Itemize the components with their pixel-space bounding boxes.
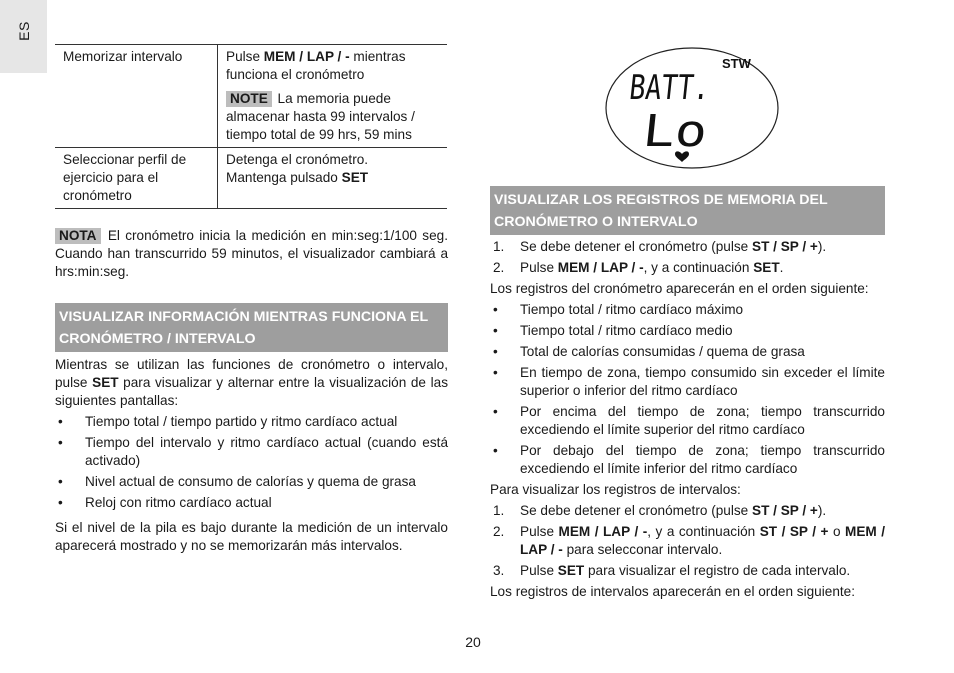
intervals-outro: Los registros de intervalos aparecerán en el orden siguiente: bbox=[490, 584, 855, 599]
left-column bbox=[55, 44, 448, 555]
list-item bbox=[490, 259, 885, 277]
nota-text: El cronómetro inicia la medición en min:seg:1/100 seg. Cuando han transcurrido 59 minutos, el visualizador cambiará a hrs:min:seg. bbox=[55, 228, 448, 279]
text: Se debe detener el cronómetro (pulse bbox=[520, 239, 752, 254]
stw-indicator: STW bbox=[722, 56, 751, 71]
text: ). bbox=[817, 239, 827, 254]
step-number: 2. bbox=[493, 260, 505, 275]
table-cell-function: Seleccionar perfil de ejercicio para el cronómetro bbox=[55, 148, 218, 209]
steps-list bbox=[490, 238, 885, 277]
list-item: • Tiempo total / ritmo cardíaco máximo bbox=[493, 302, 744, 317]
steps-list bbox=[490, 502, 885, 580]
list-item bbox=[490, 238, 885, 256]
section-intro bbox=[55, 356, 448, 410]
list-item: • Total de calorías consumidas / quema de grasa bbox=[493, 344, 805, 359]
table-row bbox=[55, 148, 447, 209]
text: Mientras se utilizan las funciones de cronómetro o intervalo, pulse bbox=[55, 357, 448, 390]
lo-text: Lo bbox=[640, 106, 699, 157]
text: , y a continuación bbox=[643, 260, 754, 275]
list-item-text: Por encima del tiempo de zona; tiempo transcurrido excediendo el límite superior del ritmo cardíaco bbox=[520, 404, 885, 437]
text: . bbox=[779, 260, 784, 275]
list-item: • Nivel actual de consumo de calorías y quema de grasa bbox=[58, 474, 416, 489]
list-item-text: Tiempo total / ritmo cardíaco medio bbox=[520, 323, 733, 338]
watch-display-illustration bbox=[604, 46, 780, 170]
step-number: 1. bbox=[493, 239, 505, 254]
key-label: ST / SP / + bbox=[752, 239, 818, 254]
key-label: MEM / LAP / - bbox=[557, 260, 644, 275]
operations-table bbox=[55, 44, 447, 209]
key-label: SET bbox=[92, 375, 119, 390]
operation-text bbox=[226, 169, 445, 187]
list-item: • Tiempo total / ritmo cardíaco medio bbox=[493, 323, 733, 338]
list-item-text: Tiempo total / tiempo partido y ritmo cardíaco actual bbox=[85, 414, 398, 429]
list-item: • Por debajo del tiempo de zona; tiempo transcurrido excediendo el límite inferior del ritmo cardíaco bbox=[493, 443, 885, 476]
key-label: MEM / LAP / - bbox=[558, 524, 648, 539]
nota-tag: NOTA bbox=[55, 228, 101, 244]
text: mientras funciona el cronómetro bbox=[226, 49, 406, 82]
table-note bbox=[226, 90, 445, 144]
list-item-text: Total de calorías consumidas / quema de grasa bbox=[520, 344, 805, 359]
key-label: SET bbox=[341, 170, 369, 185]
section-heading: VISUALIZAR LOS REGISTROS DE MEMORIA DEL CRONÓMETRO O INTERVALO bbox=[490, 186, 885, 235]
text: ). bbox=[817, 503, 827, 518]
list-item-text: Tiempo del intervalo y ritmo cardíaco actual (cuando está activado) bbox=[85, 435, 448, 468]
page-number: 20 bbox=[465, 634, 481, 650]
text: , y a continuación bbox=[647, 524, 760, 539]
note-text: La memoria puede almacenar hasta 99 intervalos / tiempo total de 99 hrs, 59 mins bbox=[226, 91, 415, 142]
table-row bbox=[55, 45, 447, 148]
list-item: • Reloj con ritmo cardíaco actual bbox=[58, 495, 272, 510]
text: Se debe detener el cronómetro (pulse bbox=[520, 503, 752, 518]
records-list bbox=[490, 301, 885, 478]
list-item-text: Por debajo del tiempo de zona; tiempo transcurrido excediendo el límite inferior del ritmo cardíaco bbox=[520, 443, 885, 476]
step-number: 1. bbox=[493, 503, 505, 518]
list-item: • Por encima del tiempo de zona; tiempo transcurrido excediendo el límite superior del ritmo cardíaco bbox=[493, 404, 885, 437]
screen-list bbox=[55, 413, 448, 512]
language-tab bbox=[0, 0, 47, 73]
text: o bbox=[828, 524, 846, 539]
battery-paragraph: Si el nivel de la pila es bajo durante la medición de un intervalo aparecerá mostrado y no se memorizarán más intervalos. bbox=[55, 520, 448, 553]
operation-text bbox=[226, 48, 445, 84]
list-item-text: Reloj con ritmo cardíaco actual bbox=[85, 495, 272, 510]
key-label: MEM / LAP / - bbox=[263, 49, 350, 64]
key-label: SET bbox=[753, 260, 780, 275]
watch-display bbox=[604, 46, 780, 170]
text: Pulse bbox=[226, 49, 264, 64]
list-item bbox=[490, 502, 885, 520]
list-item-text: En tiempo de zona, tiempo consumido sin exceder el límite superior o inferior del ritmo cardíaco bbox=[520, 365, 885, 398]
step-number: 3. bbox=[493, 563, 505, 578]
operation-text: Detenga el cronómetro. bbox=[226, 152, 369, 167]
key-label: MEM / LAP / - bbox=[520, 524, 886, 557]
language-label: ES bbox=[16, 21, 32, 41]
list-item-text: Tiempo total / ritmo cardíaco máximo bbox=[520, 302, 744, 317]
step-number: 2. bbox=[493, 524, 505, 539]
list-item bbox=[490, 523, 885, 559]
table-cell-operation bbox=[218, 148, 448, 209]
key-label: SET bbox=[557, 563, 585, 578]
text: para selecconar intervalo. bbox=[562, 542, 723, 557]
text: para visualizar el registro de cada intervalo. bbox=[584, 563, 851, 578]
text: Mantenga pulsado bbox=[226, 170, 342, 185]
text: Pulse bbox=[520, 563, 558, 578]
key-label: ST / SP / + bbox=[759, 524, 829, 539]
table-cell-operation bbox=[218, 45, 448, 148]
list-item: • Tiempo del intervalo y ritmo cardíaco actual (cuando está activado) bbox=[58, 435, 448, 468]
records-intro: Los registros del cronómetro aparecerán en el orden siguiente: bbox=[490, 281, 869, 296]
right-column bbox=[490, 186, 885, 601]
table-cell-function: Memorizar intervalo bbox=[55, 45, 218, 148]
batt-text: BATT. bbox=[627, 68, 734, 108]
text: Pulse bbox=[520, 524, 559, 539]
note-tag: NOTE bbox=[226, 91, 272, 107]
text: Pulse bbox=[520, 260, 558, 275]
text: para visualizar y alternar entre la visualización de las siguientes pantallas: bbox=[55, 375, 448, 408]
list-item: • Tiempo total / tiempo partido y ritmo cardíaco actual bbox=[58, 414, 398, 429]
list-item bbox=[490, 562, 885, 580]
nota-paragraph bbox=[55, 227, 448, 281]
list-item: • En tiempo de zona, tiempo consumido sin exceder el límite superior o inferior del ritmo cardíaco bbox=[493, 365, 885, 398]
list-item-text: Nivel actual de consumo de calorías y quema de grasa bbox=[85, 474, 416, 489]
key-label: ST / SP / + bbox=[752, 503, 818, 518]
intervals-intro: Para visualizar los registros de intervalos: bbox=[490, 482, 741, 497]
section-heading: VISUALIZAR INFORMACIÓN MIENTRAS FUNCIONA EL CRONÓMETRO / INTERVALO bbox=[55, 303, 448, 352]
